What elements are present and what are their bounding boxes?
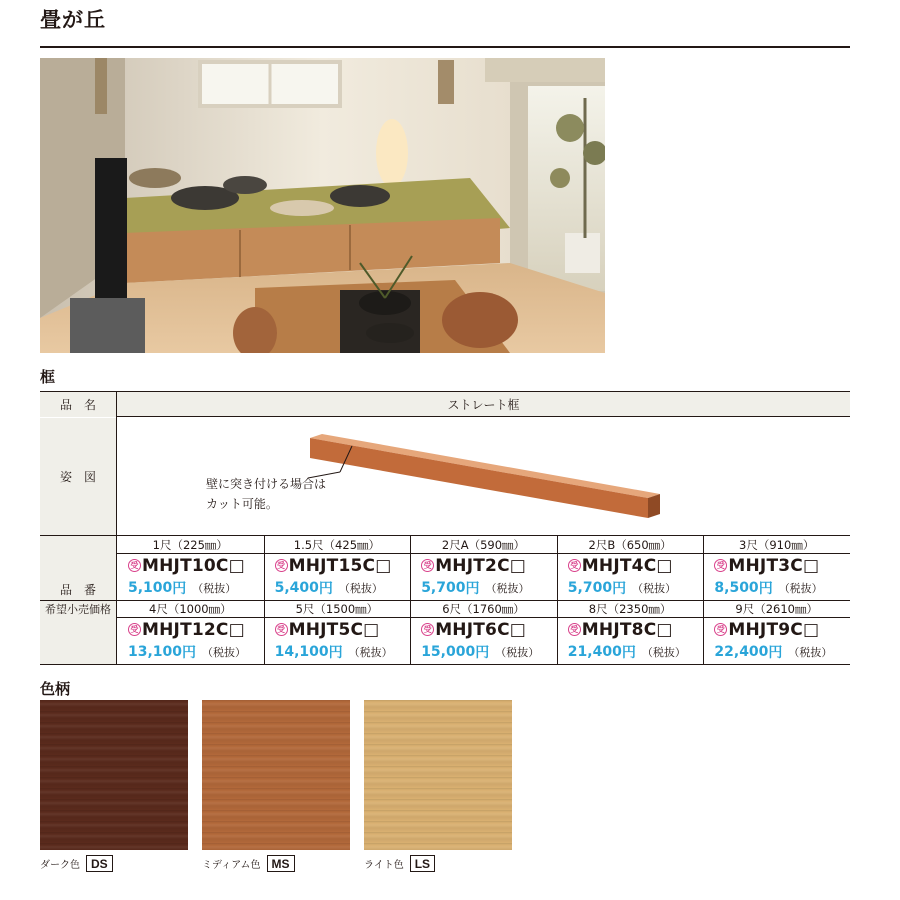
room-photo [40, 58, 605, 353]
order-mark-icon: 受 [421, 559, 434, 572]
swatch-light [364, 700, 512, 850]
order-mark-icon: 受 [275, 623, 288, 636]
product-code: 受 MHJT3C□ [703, 554, 850, 577]
product-grid [117, 536, 850, 664]
order-mark-icon: 受 [568, 623, 581, 636]
product-price: 5,400 円 （税抜） [274, 580, 383, 597]
cut-note-line2: カット可能。 [206, 497, 278, 511]
order-mark-icon: 受 [128, 623, 141, 636]
product-price: 15,000 円 （税抜） [421, 644, 540, 661]
product-cell [703, 536, 850, 599]
cut-note-line1: 壁に突き付ける場合は [206, 477, 327, 491]
section-heading-color: 色柄 [40, 680, 71, 698]
color-code-badge: DS [86, 855, 113, 872]
product-cell [410, 536, 557, 599]
product-price: 5,700 円 （税抜） [567, 580, 677, 597]
product-code: 受 MHJT15C□ [264, 554, 411, 577]
product-cell [557, 536, 704, 599]
figure-header: 姿 図 [40, 418, 116, 535]
product-price: 21,400 円 （税抜） [567, 644, 686, 661]
color-code-badge: LS [410, 855, 435, 872]
product-price: 5,100 円 （税抜） [128, 580, 237, 597]
size-label: 5尺（1500㎜） [264, 600, 411, 618]
product-code: 受 MHJT6C□ [410, 618, 557, 641]
order-mark-icon: 受 [568, 559, 581, 572]
swatch-dark [40, 700, 188, 850]
product-code: 受 MHJT2C□ [410, 554, 557, 577]
product-cell [703, 600, 850, 663]
title-divider [40, 46, 850, 48]
color-code-badge: MS [267, 855, 295, 872]
size-label: 1尺（225㎜） [117, 536, 264, 554]
product-price: 8,500 円 （税抜） [714, 580, 823, 597]
order-mark-icon: 受 [275, 559, 288, 572]
order-mark-icon: 受 [714, 559, 727, 572]
product-cell [410, 600, 557, 663]
swatch-medium [202, 700, 350, 850]
price-header: 希望小売価格 [45, 603, 111, 616]
product-code: 受 MHJT4C□ [557, 554, 704, 577]
product-price: 14,100 円 （税抜） [274, 644, 393, 661]
product-code: 受 MHJT10C□ [117, 554, 264, 577]
swatch-label-medium: ミディアム色 MS [202, 855, 295, 872]
size-label: 9尺（2610㎜） [703, 600, 850, 618]
product-price: 22,400 円 （税抜） [714, 644, 833, 661]
order-mark-icon: 受 [421, 623, 434, 636]
product-code: 受 MHJT8C□ [557, 618, 704, 641]
product-price: 5,700 円 （税抜） [421, 580, 530, 597]
size-label: 3尺（910㎜） [703, 536, 850, 554]
order-mark-icon: 受 [714, 623, 727, 636]
section-heading-frame: 框 [40, 368, 56, 386]
size-label: 1.5尺（425㎜） [264, 536, 411, 554]
product-code: 受 MHJT9C□ [703, 618, 850, 641]
product-cell [117, 536, 264, 599]
swatch-label-dark: ダーク色 DS [40, 855, 113, 872]
size-label: 8尺（2350㎜） [557, 600, 704, 618]
frame-bar-figure [300, 432, 660, 522]
order-mark-icon: 受 [128, 559, 141, 572]
spec-table [40, 391, 850, 665]
cut-note [206, 474, 326, 514]
size-label: 4尺（1000㎜） [117, 600, 264, 618]
product-cell [117, 600, 264, 663]
product-name: ストレート框 [447, 398, 520, 412]
page-title: 畳が丘 [40, 8, 106, 32]
name-header: 品 名 [40, 392, 116, 417]
product-code: 受 MHJT12C□ [117, 618, 264, 641]
size-label: 2尺A（590㎜） [410, 536, 557, 554]
product-cell [264, 536, 411, 599]
product-cell [264, 600, 411, 663]
product-code: 受 MHJT5C□ [264, 618, 411, 641]
product-price: 13,100 円 （税抜） [128, 644, 247, 661]
code-header: 品 番 [59, 583, 96, 597]
swatch-label-light: ライト色 LS [364, 855, 435, 872]
size-label: 2尺B（650㎜） [557, 536, 704, 554]
product-cell [557, 600, 704, 663]
size-label: 6尺（1760㎜） [410, 600, 557, 618]
